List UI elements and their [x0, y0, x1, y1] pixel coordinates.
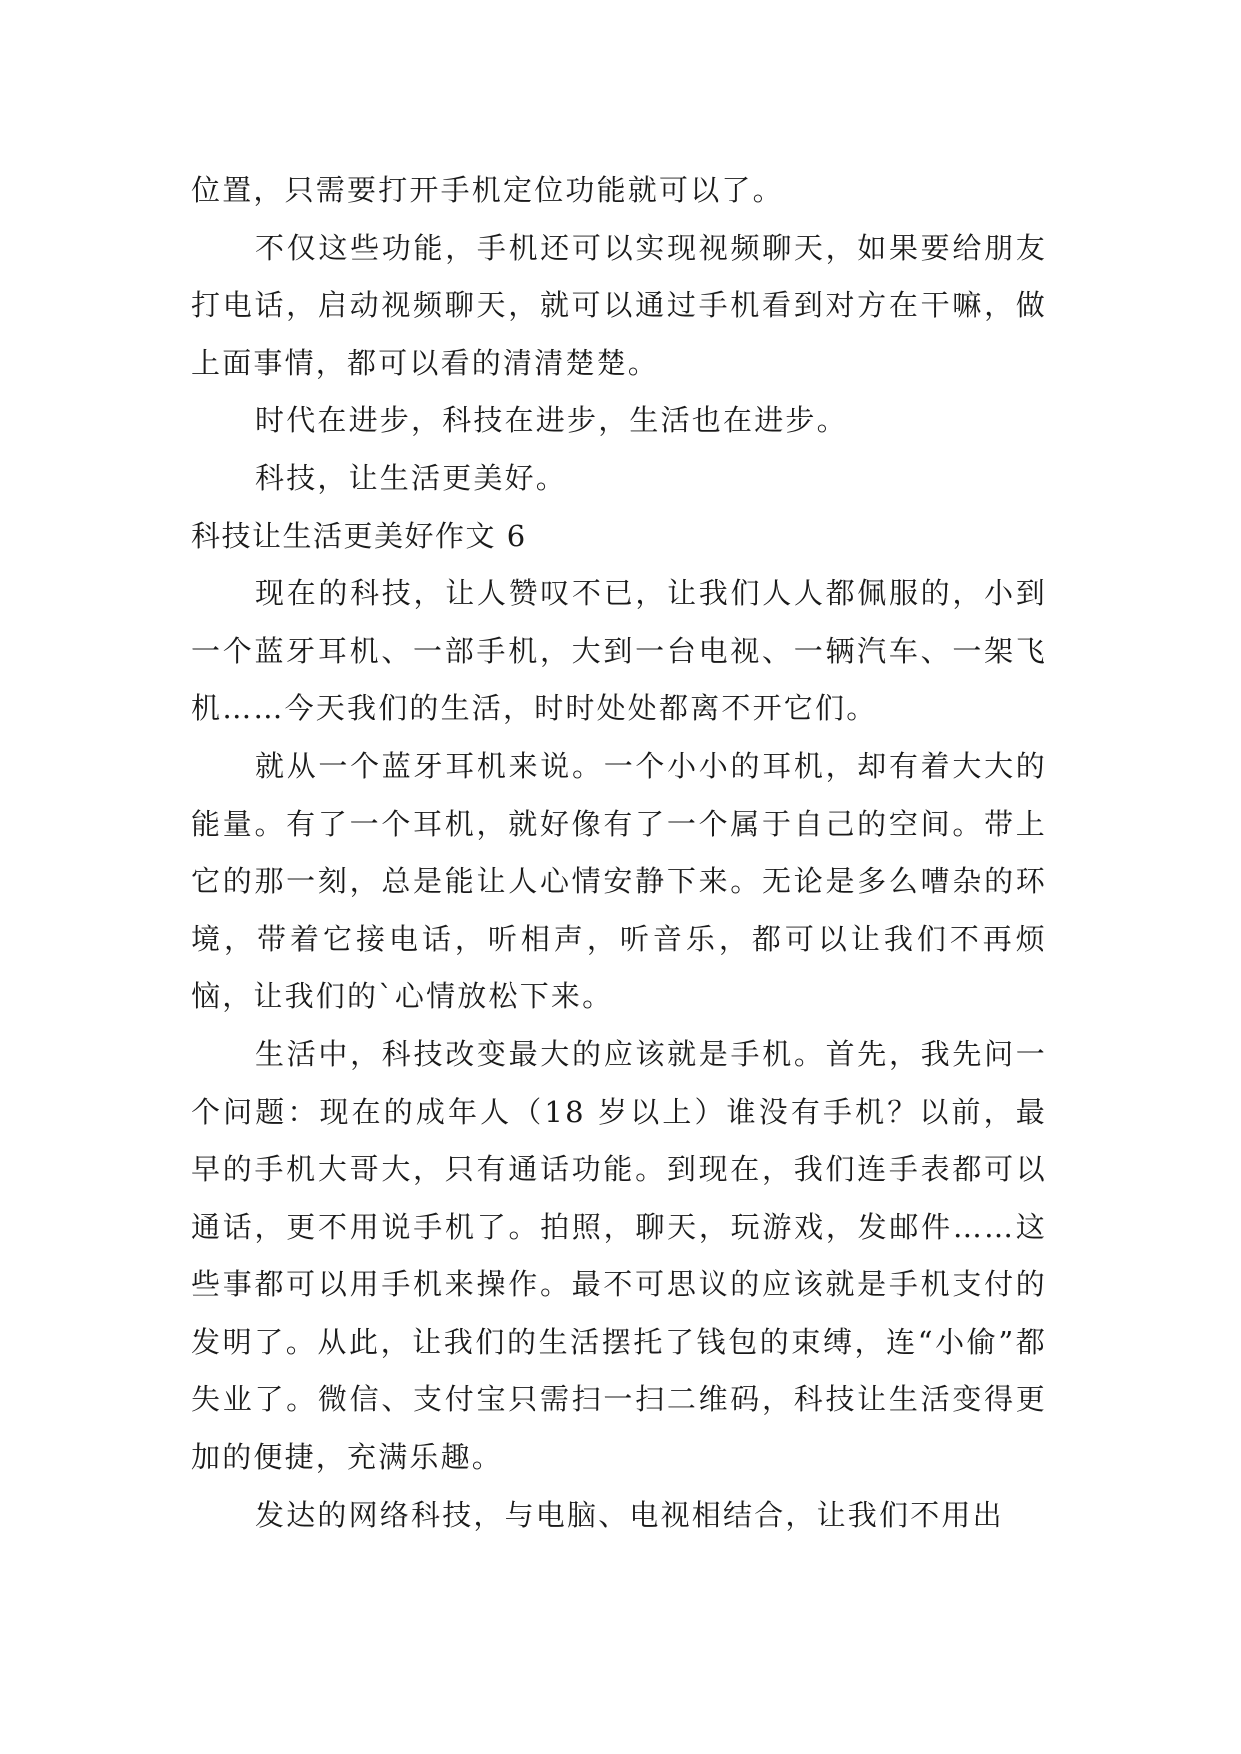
- paragraph: 不仅这些功能，手机还可以实现视频聊天，如果要给朋友打电话，启动视频聊天，就可以通过手机看到对方在干嘛，做上面事情，都可以看的清清楚楚。: [191, 230, 1047, 380]
- paragraph: 现在的科技，让人赞叹不已，让我们人人都佩服的，小到一个蓝牙耳机、一部手机，大到一台电视、一辆汽车、一架飞机……今天我们的生活，时时处处都离不开它们。: [191, 576, 1047, 726]
- paragraph: 生活中，科技改变最大的应该就是手机。首先，我先问一个问题：现在的成年人（18 岁以上）谁没有手机？以前，最早的手机大哥大，只有通话功能。到现在，我们连手表都可以通话，更不用说手机了。拍照，聊天，玩游戏，发邮件……这些事都可以用手机来操作。最不可思议的应该就是手机支付的发明了。从此，让我们的生活摆托了钱包的束缚，连“小偷”都失业了。微信、支付宝只需扫一扫二维码，科技让生活变得更加的便捷，充满乐趣。: [191, 1036, 1047, 1475]
- paragraph: 时代在进步，科技在进步，生活也在进步。: [255, 403, 848, 438]
- paragraph: 就从一个蓝牙耳机来说。一个小小的耳机，却有着大大的能量。有了一个耳机，就好像有了一个属于自己的空间。带上它的那一刻，总是能让人心情安静下来。无论是多么嘈杂的环境，带着它接电话，听相声，听音乐，都可以让我们不再烦恼，让我们的`心情放松下来。: [191, 748, 1047, 1014]
- section-heading: 科技让生活更美好作文 6: [191, 518, 527, 553]
- paragraph-continuation: 位置，只需要打开手机定位功能就可以了。: [191, 173, 784, 207]
- document-body: [191, 162, 1047, 1544]
- paragraph: 科技，让生活更美好。: [255, 460, 568, 495]
- paragraph: 发达的网络科技，与电脑、电视相结合，让我们不用出: [255, 1497, 1004, 1532]
